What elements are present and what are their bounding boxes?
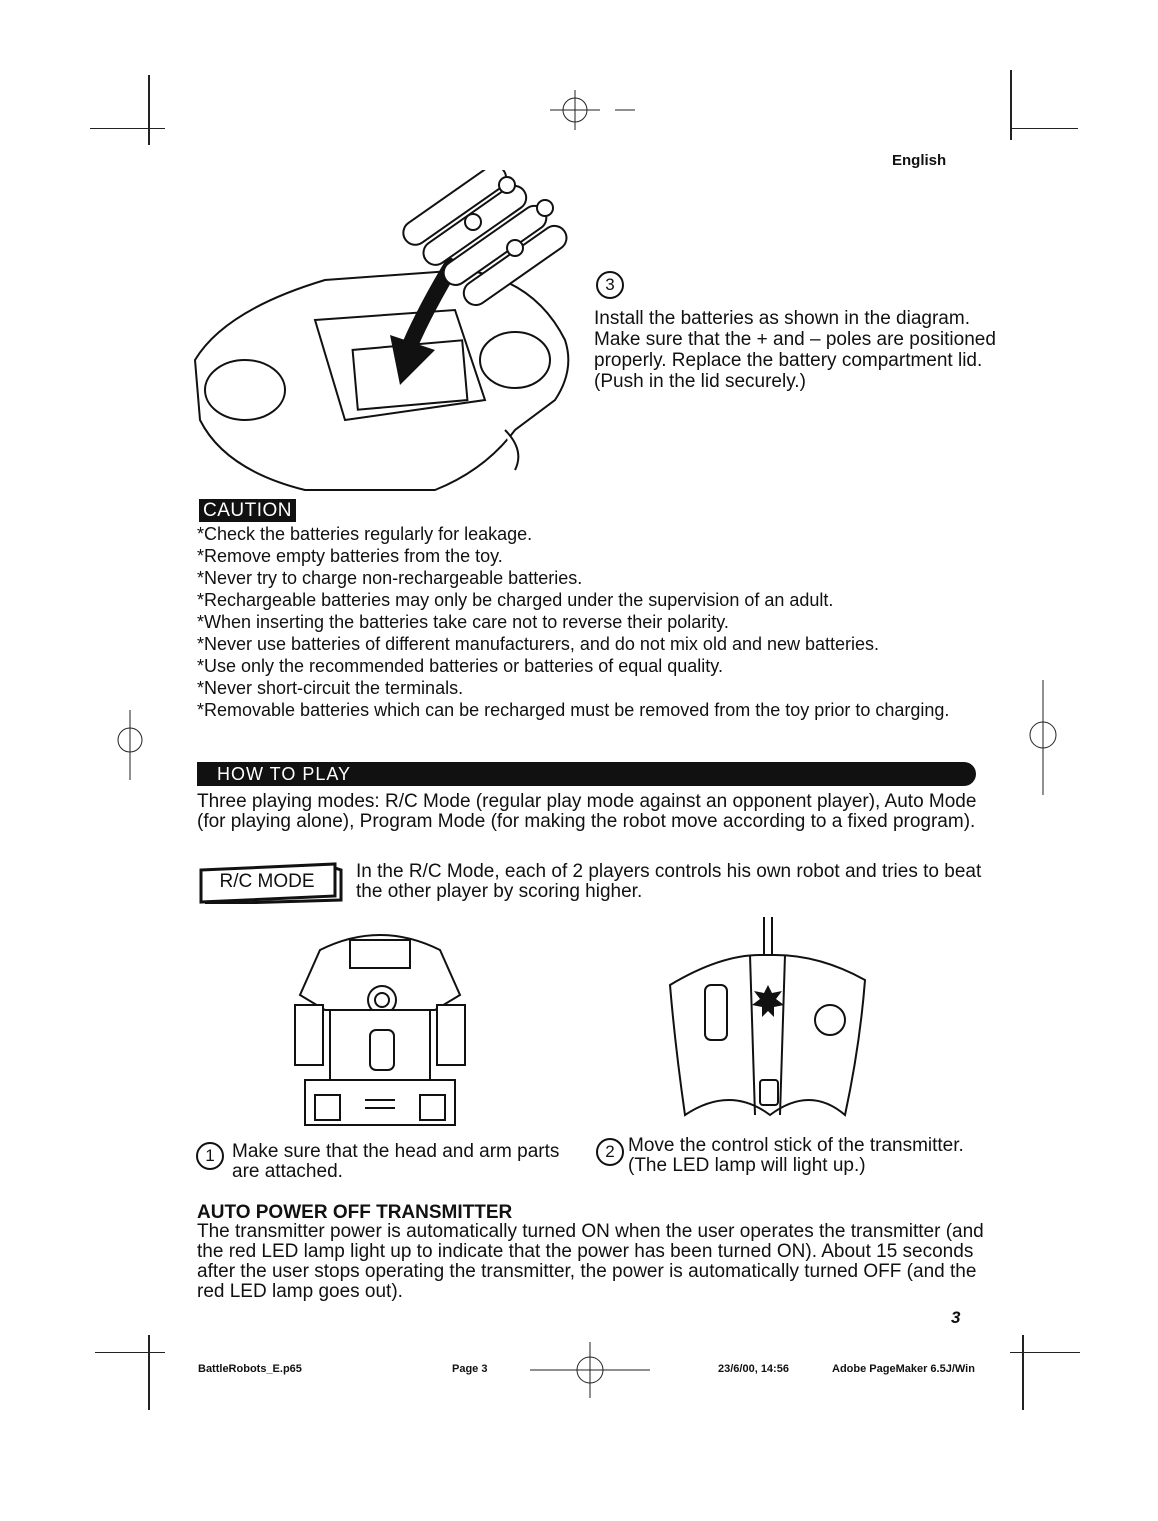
footer-date: 23/6/00, 14:56 (718, 1363, 789, 1375)
how-to-play-label: HOW TO PLAY (217, 764, 352, 784)
crop-mark (148, 1335, 150, 1410)
rc-mode-description: In the R/C Mode, each of 2 players controls his own robot and tries to beat the other player by scoring higher. (356, 861, 982, 902)
playing-modes-intro: Three playing modes: R/C Mode (regular play mode against an opponent player), Auto Mode (for playing alone), Program Mode (for making the robot move according to a fixed program). (197, 791, 977, 832)
robot-illustration (285, 925, 475, 1130)
caution-item: *Never short-circuit the terminals. (197, 678, 464, 698)
step-2-caption: Move the control stick of the transmitter. (The LED lamp will light up.) (628, 1135, 964, 1176)
crop-mark (95, 1352, 165, 1353)
caution-item: *Rechargeable batteries may only be charged under the supervision of an adult. (197, 590, 834, 610)
caution-item: *When inserting the batteries take care not to reverse their polarity. (197, 612, 729, 632)
caution-item: *Never use batteries of different manufacturers, and do not mix old and new batteries. (197, 634, 880, 654)
auto-power-off-body: The transmitter power is automatically turned ON when the user operates the transmitter (and the red LED lamp light up to indicate that the power has been turned ON). About 15 seconds after the user stops operating the transmitter, the power is automatically turned OFF (and the red LED lamp goes out). (197, 1221, 984, 1302)
crop-mark (1010, 128, 1078, 129)
footer-application: Adobe PageMaker 6.5J/Win (832, 1363, 975, 1375)
auto-power-off-title: AUTO POWER OFF TRANSMITTER (197, 1202, 513, 1223)
crop-mark (148, 75, 150, 145)
crop-mark (90, 128, 165, 129)
caution-list (197, 523, 977, 721)
registration-mark-top (545, 85, 645, 135)
rc-mode-badge-label: R/C MODE (219, 871, 315, 892)
step-2-number: 2 (596, 1138, 624, 1166)
crop-mark (1010, 70, 1012, 140)
caution-item: *Removable batteries which can be recharged must be removed from the toy prior to charging. (197, 700, 950, 720)
how-to-play-heading (197, 762, 976, 786)
footer-filename: BattleRobots_E.p65 (198, 1363, 302, 1375)
caution-label: CAUTION (199, 499, 296, 522)
step-3-number: 3 (596, 271, 624, 299)
caution-item: *Use only the recommended batteries or batteries of equal quality. (197, 656, 723, 676)
battery-installation-illustration (185, 170, 580, 500)
registration-mark-bottom (530, 1340, 650, 1400)
page-number: 3 (951, 1308, 961, 1327)
caution-item: *Never try to charge non-rechargeable batteries. (197, 568, 583, 588)
transmitter-illustration (660, 915, 875, 1130)
caution-item: *Check the batteries regularly for leakage. (197, 524, 533, 544)
step-1-caption: Make sure that the head and arm parts are attached. (232, 1141, 560, 1182)
crop-mark (1022, 1335, 1024, 1410)
step-3-instructions: Install the batteries as shown in the diagram. Make sure that the + and – poles are positioned properly. Replace the battery compartment lid. (Push in the lid securely.) (594, 308, 996, 392)
registration-mark-right (1025, 680, 1065, 800)
footer-page: Page 3 (452, 1363, 488, 1375)
language-label: English (892, 152, 947, 169)
step-1-number: 1 (196, 1142, 224, 1170)
registration-mark-left (110, 705, 150, 785)
rc-mode-badge (193, 862, 343, 904)
caution-item: *Remove empty batteries from the toy. (197, 546, 503, 566)
crop-mark (1010, 1352, 1080, 1353)
